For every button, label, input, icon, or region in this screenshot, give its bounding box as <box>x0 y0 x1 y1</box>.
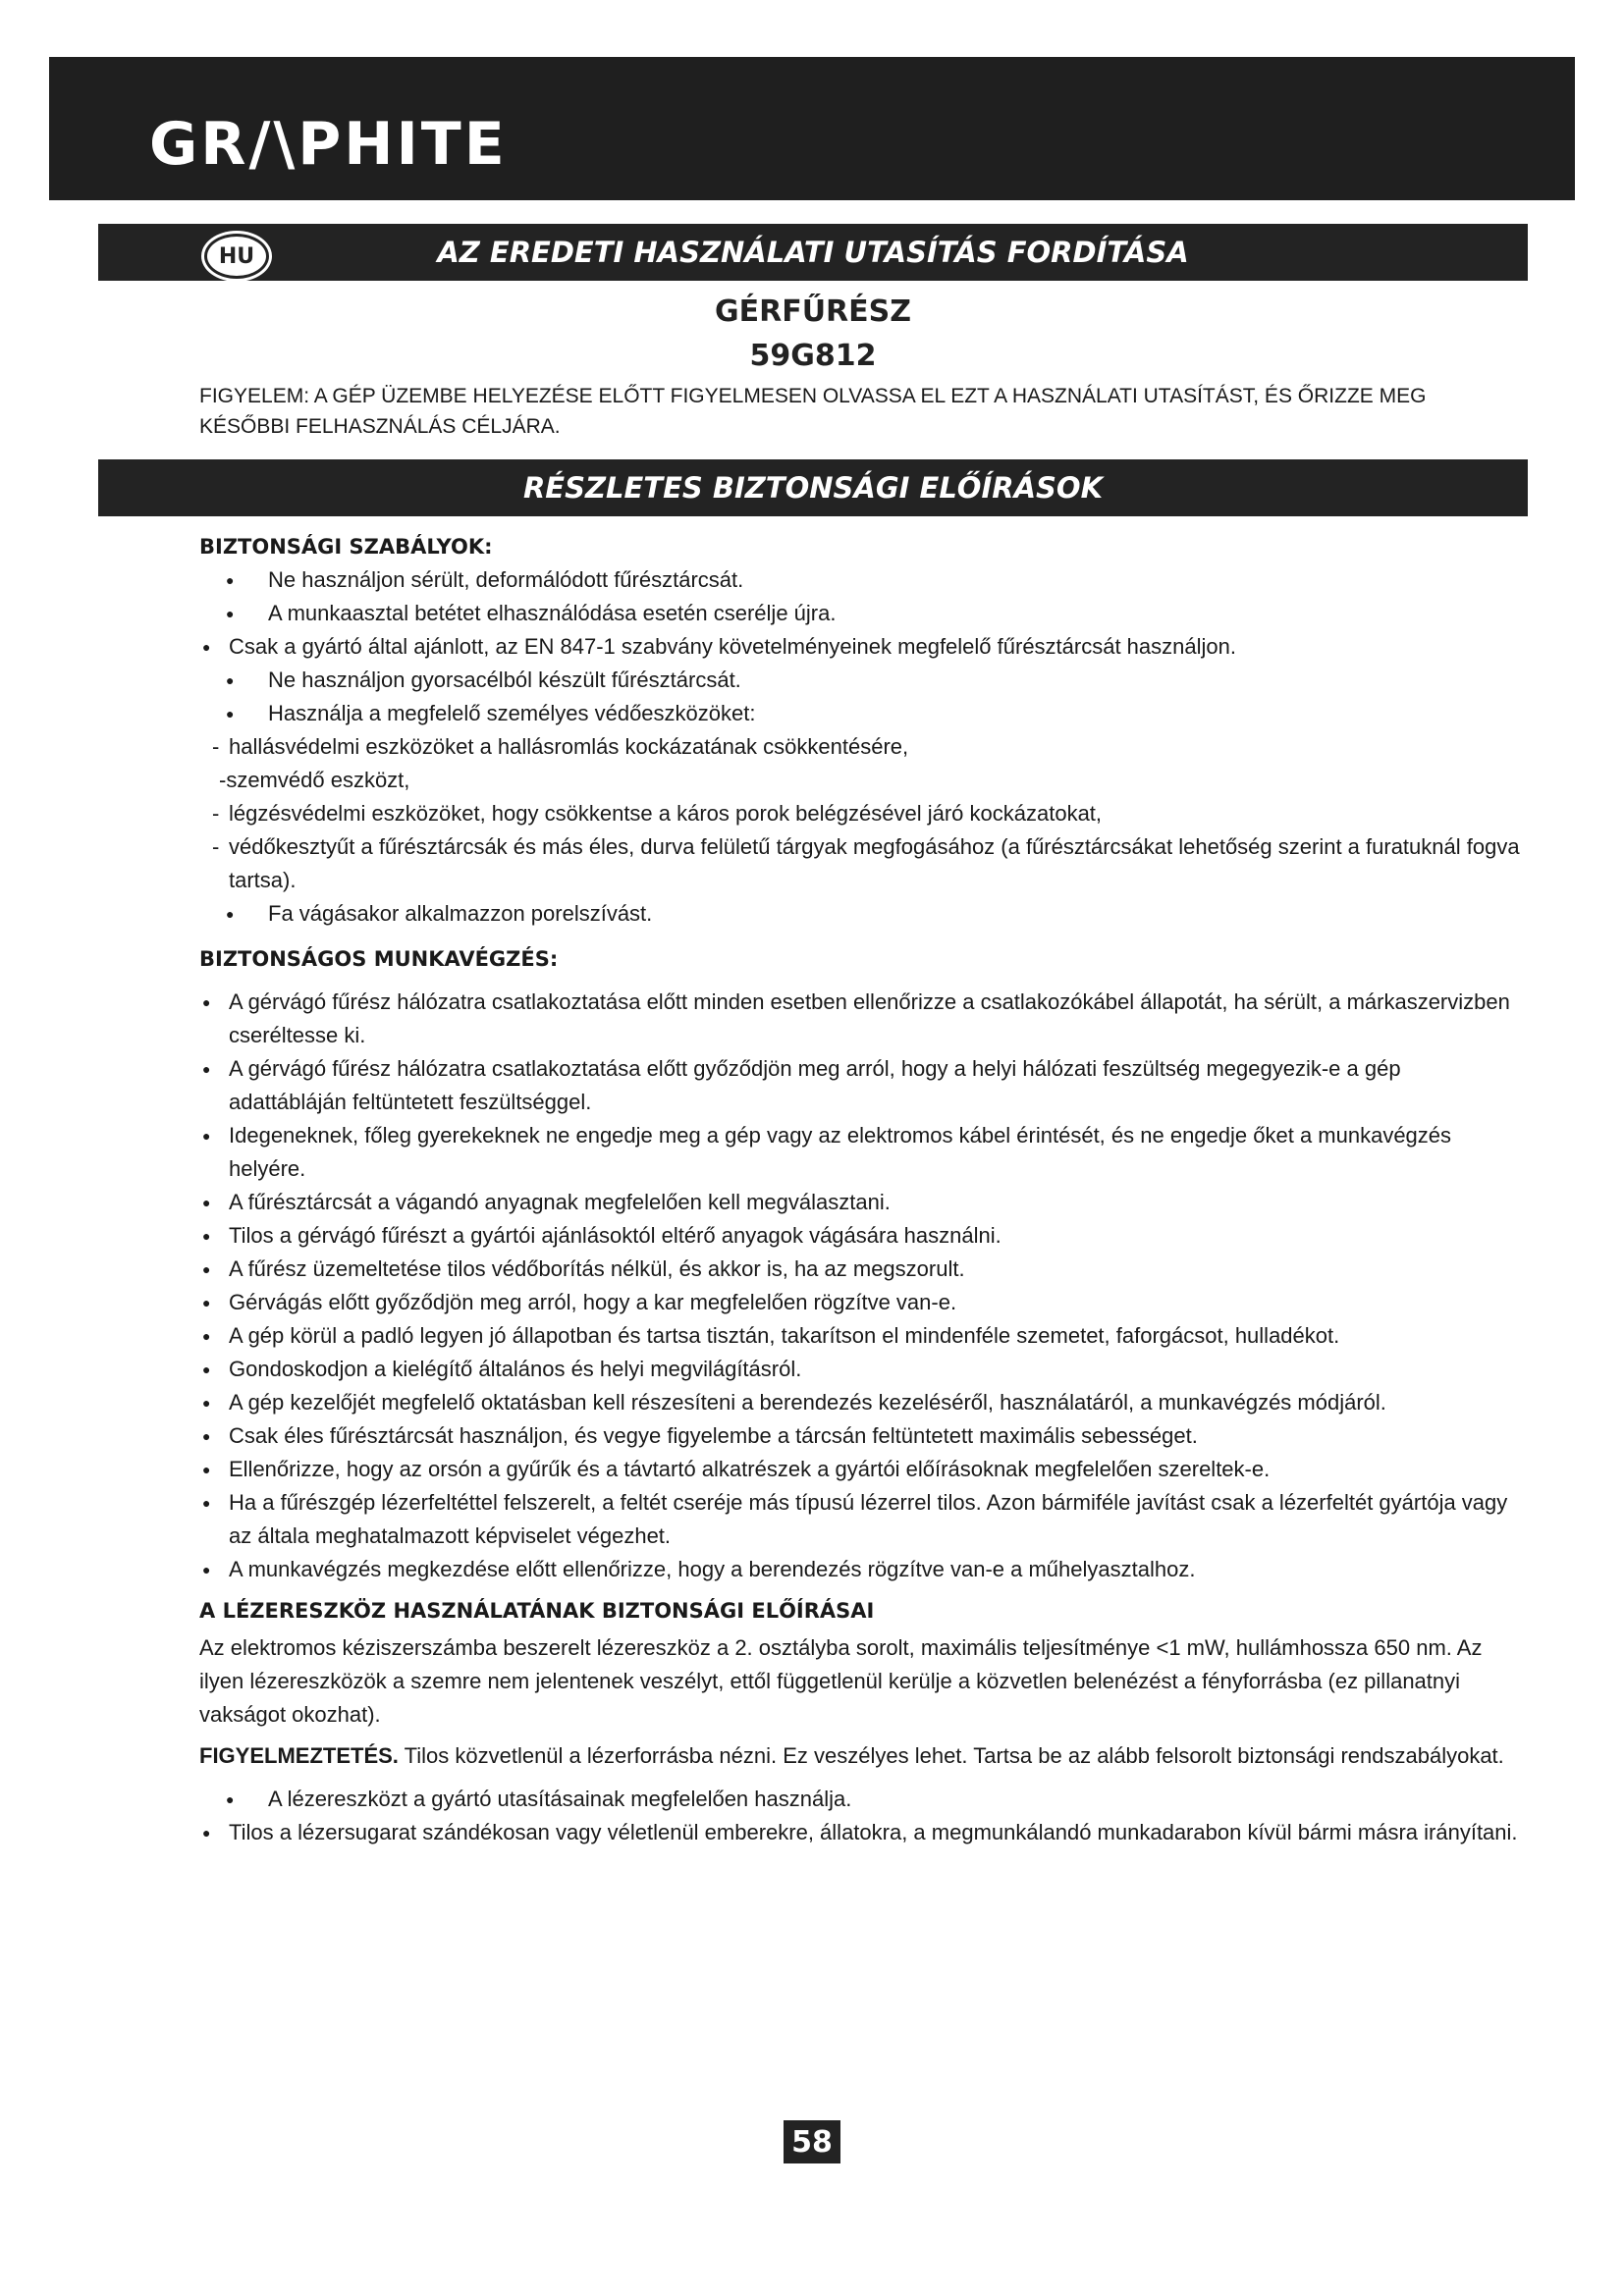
list-item: ● A fűrész üzemeltetése tilos védőborítás nélkül, és akkor is, ha az megszorult. <box>199 1253 1520 1286</box>
list-item: ● A gép körül a padló legyen jó állapotban és tartsa tisztán, takarítson el mindenféle szemetet, faforgácsot, hulladékot. <box>199 1319 1520 1353</box>
list-item: ● Ne használjon gyorsacélból készült fűrésztárcsát. <box>199 664 1520 697</box>
sub-list-item: - védőkesztyűt a fűrésztárcsák és más éles, durva felületű tárgyak megfogásához (a fűrésztárcsákat lehetőség szerint a furatuknál fogva tartsa). <box>199 830 1520 897</box>
warning-label: FIGYELMEZTETÉS. <box>199 1743 399 1768</box>
list-item: ● Fa vágásakor alkalmazzon porelszívást. <box>199 897 1520 931</box>
list-item: ● Csak éles fűrésztárcsát használjon, és vegye figyelembe a tárcsán feltüntetett maximális sebességet. <box>199 1419 1520 1453</box>
list-item: ● Ne használjon sérült, deformálódott fűrésztárcsát. <box>199 563 1520 597</box>
list-item: ● A fűrésztárcsát a vágandó anyagnak megfelelően kell megválasztani. <box>199 1186 1520 1219</box>
section-bar-text: RÉSZLETES BIZTONSÁGI ELŐÍRÁSOK <box>522 471 1104 505</box>
list-item: ● Ha a fűrészgép lézerfeltéttel felszerelt, a feltét cseréje más típusú lézerrel tilos. Azon bármiféle javítást csak a lézerfeltét gyártója vagy az általa meghatalmazott képviselet végezhet. <box>199 1486 1520 1553</box>
page-number: 58 <box>784 2120 840 2163</box>
product-model: 59G812 <box>749 339 877 373</box>
list-item: ● Csak a gyártó által ajánlott, az EN 847-1 szabvány követelményeinek megfelelő fűrésztárcsát használjon. <box>199 630 1520 664</box>
brand-logo: GR/\PHITE <box>149 110 508 179</box>
list-item: ● Tilos a gérvágó fűrészt a gyártói ajánlásoktól eltérő anyagok vágására használni. <box>199 1219 1520 1253</box>
sub-list-item: - légzésvédelmi eszközöket, hogy csökkentse a káros porok belégzésével járó kockázatokat, <box>199 797 1520 830</box>
list-item: ● A munkaasztal betétet elhasználódása esetén cserélje újra. <box>199 597 1520 630</box>
section-bar <box>98 459 1528 516</box>
section-heading-laser: A LÉZERESZKÖZ HASZNÁLATÁNAK BIZTONSÁGI ELŐÍRÁSAI <box>199 1599 875 1623</box>
title-bar-text: AZ EREDETI HASZNÁLATI UTASÍTÁS FORDÍTÁSA <box>437 236 1189 269</box>
list-item: ● Gérvágás előtt győződjön meg arról, hogy a kar megfelelően rögzítve van-e. <box>199 1286 1520 1319</box>
list-item: ● A lézereszközt a gyártó utasításainak megfelelően használja. <box>199 1783 1520 1816</box>
section-heading-safe-work: BIZTONSÁGOS MUNKAVÉGZÉS: <box>199 947 559 971</box>
intro-warning: FIGYELEM: A GÉP ÜZEMBE HELYEZÉSE ELŐTT FIGYELMESEN OLVASSA EL EZT A HASZNÁLATI UTASÍTÁST, ÉS ŐRIZZE MEG KÉSŐBBI FELHASZNÁLÁS CÉLJÁRA. <box>199 385 1427 438</box>
warning-text: Tilos közvetlenül a lézerforrásba nézni. Ez veszélyes lehet. Tartsa be az alább felsorolt biztonsági rendszabályokat. <box>398 1743 1504 1768</box>
language-badge: HU <box>204 234 269 279</box>
title-bar <box>98 224 1528 281</box>
list-item: ● A gép kezelőjét megfelelő oktatásban kell részesíteni a berendezés kezeléséről, használatáról, a munkavégzés módjáról. <box>199 1386 1520 1419</box>
list-item: ● A gérvágó fűrész hálózatra csatlakoztatása előtt győződjön meg arról, hogy a helyi hálózati feszültség megegyezik-e a gép adattábláján feltüntetett feszültséggel. <box>199 1052 1520 1119</box>
list-item: ● Tilos a lézersugarat szándékosan vagy véletlenül emberekre, állatokra, a megmunkálandó munkadarabon kívül bármi másra irányítani. <box>199 1816 1520 1849</box>
list-item: ● A munkavégzés megkezdése előtt ellenőrizze, hogy a berendezés rögzítve van-e a műhelyasztalhoz. <box>199 1553 1520 1586</box>
sub-list-item: - hallásvédelmi eszközöket a hallásromlás kockázatának csökkentésére, <box>199 730 1520 764</box>
list-item: ● Ellenőrizze, hogy az orsón a gyűrűk és a távtartó alkatrészek a gyártói előírásoknak megfelelően szereltek-e. <box>199 1453 1520 1486</box>
product-name: GÉRFŰRÉSZ <box>714 294 912 329</box>
safety-rules-list <box>199 563 1520 931</box>
document-body <box>199 530 1520 1849</box>
list-item: ● A gérvágó fűrész hálózatra csatlakoztatása előtt minden esetben ellenőrizze a csatlakozókábel állapotát, ha sérült, a márkaszervizben cseréltesse ki. <box>199 986 1520 1052</box>
laser-paragraph: Az elektromos kéziszerszámba beszerelt lézereszköz a 2. osztályba sorolt, maximális teljesítménye <1 mW, hullámhossza 650 nm. Az ilyen lézereszközök a szemre nem jelentenek veszélyt, ettől függetlenül kerülje a közvetlen belenézést a fényforrásba (ez pillanatnyi vakságot okozhat). <box>199 1635 1483 1727</box>
safe-work-list <box>199 986 1520 1586</box>
sub-list-item: -szemvédő eszközt, <box>219 768 410 792</box>
list-item: ● Használja a megfelelő személyes védőeszközöket: <box>199 697 1520 730</box>
section-heading-safety-rules: BIZTONSÁGI SZABÁLYOK: <box>199 535 493 559</box>
list-item: ● Gondoskodjon a kielégítő általános és helyi megvilágításról. <box>199 1353 1520 1386</box>
list-item: ● Idegeneknek, főleg gyerekeknek ne engedje meg a gép vagy az elektromos kábel érintését, és ne engedje őket a munkavégzés helyére. <box>199 1119 1520 1186</box>
laser-warning <box>199 1739 1520 1773</box>
laser-list <box>199 1783 1520 1849</box>
